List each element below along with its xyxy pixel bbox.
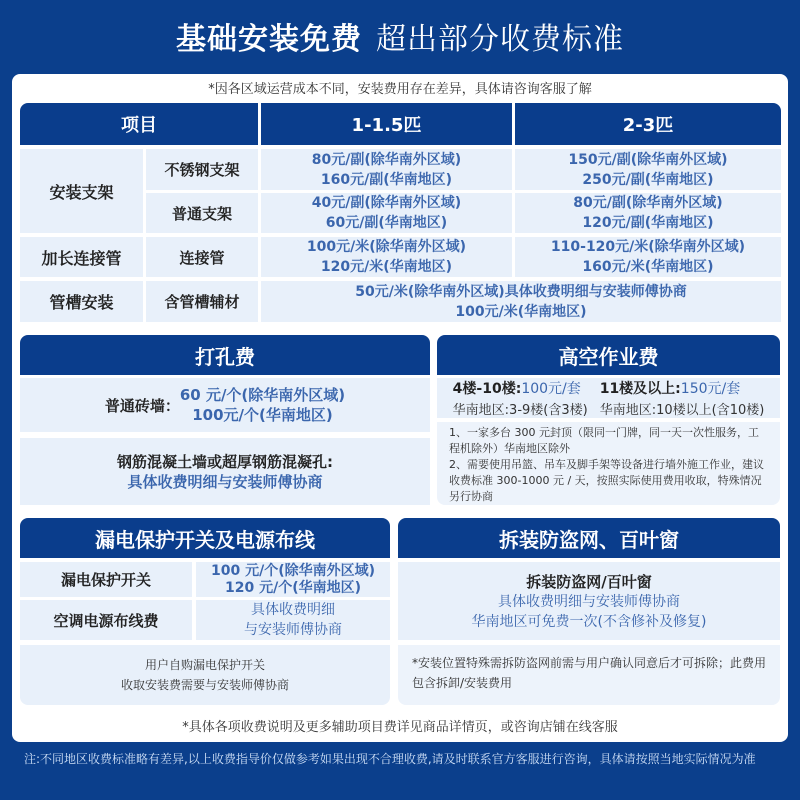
price: 60 元/个(除华南外区域) xyxy=(179,386,346,404)
price: 40元/副(除华南外区域) xyxy=(311,195,462,211)
group-pipe: 加长连接管 xyxy=(41,248,122,268)
price: 120 元/个(华南地区) xyxy=(224,579,361,596)
price: 120元/副(华南地区) xyxy=(582,215,714,231)
table-cell xyxy=(515,237,781,277)
high-title: 高空作业费 xyxy=(437,335,780,375)
panel xyxy=(398,645,780,705)
table-cell xyxy=(20,562,192,597)
panel xyxy=(437,422,780,505)
leak-note: 收取安装费需要与安装师傅协商 xyxy=(120,678,289,692)
rc-value: 具体收费明细与安装师傅协商 xyxy=(127,473,323,491)
price: 110-120元/米(除华南外区域) xyxy=(550,239,746,255)
price: 60元/副(华南地区) xyxy=(325,215,448,231)
wiring-value: 与安装师傅协商 xyxy=(244,622,342,638)
guard-label: 拆装防盗网/百叶窗 xyxy=(526,572,652,591)
price: 50元/米(除华南外区域)具体收费明细与安装师傅协商 xyxy=(355,283,687,300)
header-2hp: 2-3匹 xyxy=(515,103,781,145)
wiring-label: 空调电源布线费 xyxy=(53,611,159,630)
table-cell xyxy=(515,149,781,190)
tier2-sub: 华南地区:10楼以上(含10楼) xyxy=(599,403,765,418)
guard-title: 拆装防盗网、百叶窗 xyxy=(398,518,780,558)
header-1hp: 1-1.5匹 xyxy=(261,103,512,145)
price: 160元/米(华南地区) xyxy=(582,259,714,275)
price: 150元/副(除华南外区域) xyxy=(568,151,728,168)
table-cell xyxy=(261,193,512,233)
table-cell xyxy=(20,645,390,705)
title-bold: 基础安装免费 xyxy=(176,22,362,57)
table-cell xyxy=(437,378,780,418)
table-cell xyxy=(261,237,512,277)
table-cell xyxy=(20,237,143,277)
table-cell xyxy=(20,281,143,322)
sub-label: 含管槽辅材 xyxy=(164,293,240,311)
table-cell xyxy=(261,149,512,190)
table-cell xyxy=(20,438,430,505)
card-footer-note: *具体各项收费说明及更多辅助项目费详见商品详情页，或咨询店铺在线客服 xyxy=(182,720,618,735)
leak-switch-label: 漏电保护开关 xyxy=(60,571,151,589)
table-cell xyxy=(515,193,781,233)
table-cell xyxy=(146,193,258,233)
page-title xyxy=(0,14,800,58)
price: 100元/米(除华南外区域) xyxy=(306,239,467,255)
tier2-price: 150元/套 xyxy=(680,381,741,397)
bottom-note: 注:不同地区收费标准略有差异,以上收费指导价仅做参考如果出现不合理收费,请及时联系官方客服进行咨询，具体请按照当地实际情况为准 xyxy=(24,752,756,766)
guard-note: *安装位置特殊需拆防盗网前需与用户确认同意后才可拆除；此费用包含拆卸/安装费用 xyxy=(412,656,767,690)
price: 80元/副(除华南外区域) xyxy=(573,195,723,211)
price: 100 元/个(除华南外区域) xyxy=(210,562,375,579)
high-note: 2、需要使用吊篮、吊车及脚手架等设备进行墙外施工作业，建议收费标准 300-1000 元 / 天，按照实际使用费用收取，特殊情况另行协商 xyxy=(449,458,764,503)
table-cell xyxy=(146,281,258,322)
table-cell xyxy=(196,600,390,640)
wiring-value: 具体收费明细 xyxy=(251,602,335,618)
tier1-label: 4楼-10楼: xyxy=(452,381,522,397)
price: 250元/副(华南地区) xyxy=(582,171,714,188)
price: 100元/米(华南地区) xyxy=(455,303,587,320)
price: 160元/副(华南地区) xyxy=(320,171,453,188)
sub-label: 不锈钢支架 xyxy=(164,161,240,179)
guard-value: 具体收费明细与安装师傅协商 xyxy=(498,593,680,610)
group-bracket: 安装支架 xyxy=(49,182,114,202)
header-item: 项目 xyxy=(20,103,258,145)
table-cell xyxy=(261,281,781,322)
table-cell xyxy=(146,237,258,277)
title-rest: 超出部分收费标准 xyxy=(376,22,624,57)
price: 80元/副(除华南外区域) xyxy=(311,151,462,168)
table-cell xyxy=(146,149,258,190)
tier2-label: 11楼及以上: xyxy=(599,381,681,397)
group-trunking: 管槽安装 xyxy=(49,293,114,312)
table-cell xyxy=(20,600,192,640)
guard-value: 华南地区可免费一次(不含修补及修复) xyxy=(471,613,707,630)
sub-label: 普通支架 xyxy=(171,204,232,223)
table-cell xyxy=(196,562,390,597)
brick-label: 普通砖墙： xyxy=(104,396,180,415)
tier1-sub: 华南地区:3-9楼(含3楼) xyxy=(452,403,588,418)
price: 100元/个(华南地区) xyxy=(192,406,333,424)
price: 120元/米(华南地区) xyxy=(320,259,453,275)
rc-label: 钢筋混凝土墙或超厚钢筋混凝孔: xyxy=(116,453,333,471)
high-note: 1、一家多台 300 元封顶（限同一门牌，同一天一次性服务，工程机除外）华南地区除外 xyxy=(449,426,759,455)
leak-title: 漏电保护开关及电源布线 xyxy=(20,518,390,558)
tier1-price: 100元/套 xyxy=(521,381,581,397)
table-cell xyxy=(20,378,430,432)
drilling-title: 打孔费 xyxy=(20,335,430,375)
leak-note: 用户自购漏电保护开关 xyxy=(144,658,265,672)
table-cell xyxy=(398,562,780,640)
table-cell xyxy=(20,149,143,233)
region-note: *因各区域运营成本不同，安装费用存在差异，具体请咨询客服了解 xyxy=(208,82,592,97)
sub-label: 连接管 xyxy=(179,248,225,267)
